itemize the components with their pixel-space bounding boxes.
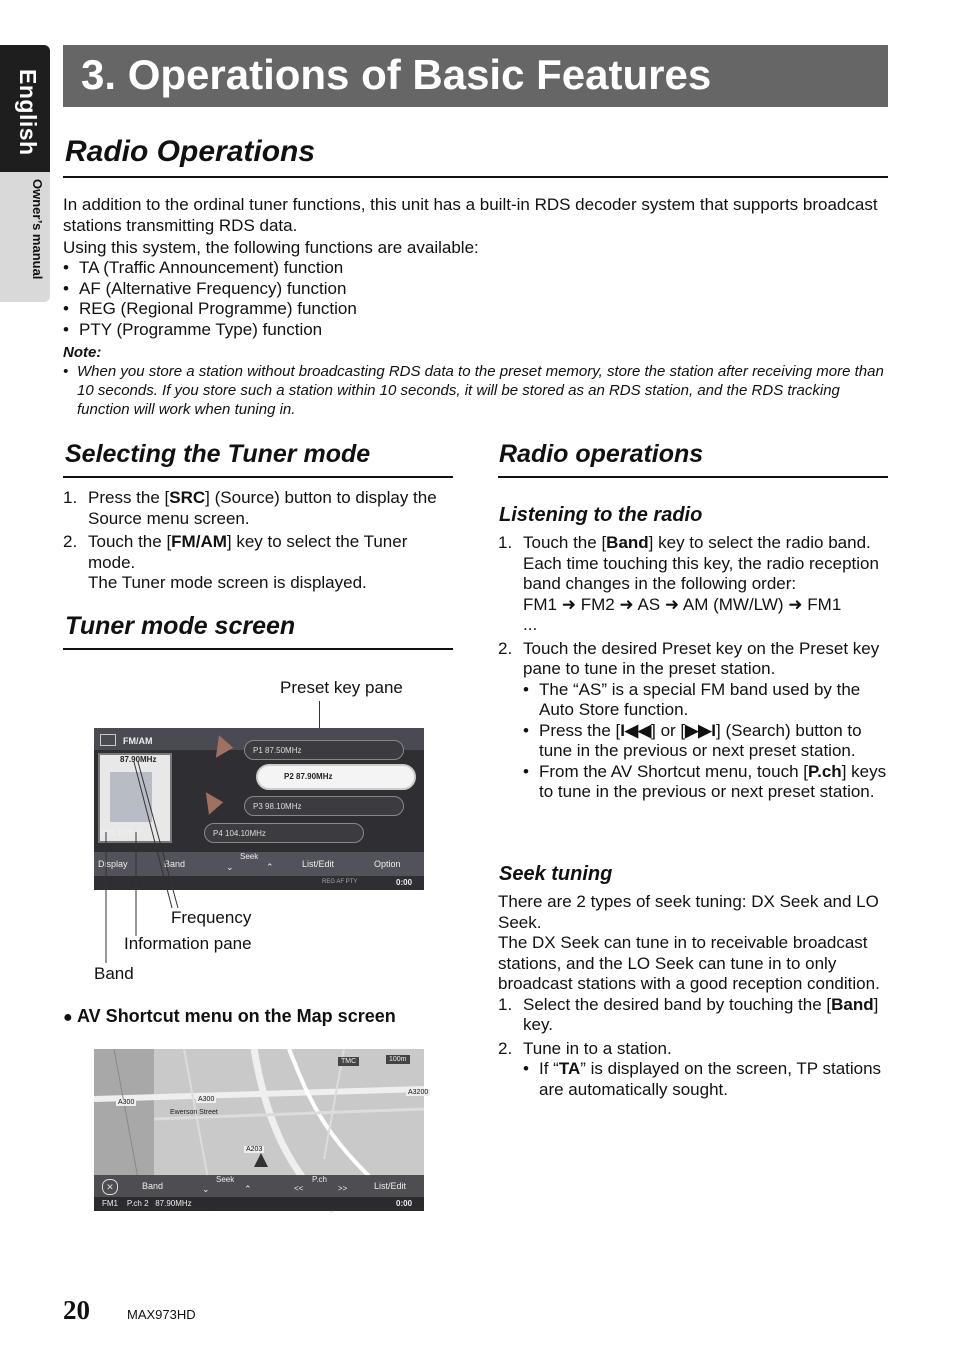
list-item: • REG (Regional Programme) function: [63, 299, 357, 318]
radio-operations-title: Radio operations: [499, 440, 704, 468]
list-item: 1. Press the [SRC] (Source) button to display the Source menu screen.: [63, 488, 437, 528]
section-title: Radio Operations: [65, 135, 316, 168]
list-item: • AF (Alternative Frequency) function: [63, 278, 347, 298]
clock: 0:00: [396, 1199, 413, 1208]
preset-key[interactable]: P3 98.10MHz: [244, 796, 404, 816]
map-label: A300: [198, 1096, 215, 1103]
status-indicators: REG AF PTY: [322, 879, 358, 885]
manual-label: Owner’s manual: [30, 179, 45, 280]
intro: [63, 194, 888, 419]
note-label: Note:: [63, 344, 102, 361]
callout-preset: Preset key pane: [280, 678, 403, 697]
map-screenshot: [94, 1049, 429, 1211]
list-item: • PTY (Programme Type) function: [63, 319, 323, 339]
list-item: 2. Tune in to a station. • If “TA” is displayed on the screen, TP stations are automatically sought.: [498, 1039, 890, 1101]
pch-button[interactable]: P.ch: [312, 1175, 327, 1184]
clock: 0:00: [396, 878, 413, 887]
preset-down-icon[interactable]: [197, 792, 223, 818]
preset-key[interactable]: P1 87.50MHz: [244, 740, 404, 760]
seek-section: [498, 892, 890, 1100]
screen-frequency: 87.90MHz: [120, 755, 157, 764]
list-item: 1. Touch the [Band] key to select the radio band. Each time touching this key, the radio reception band changes in the following order: FM1 ➜ FM2 ➜ AS ➜ AM (MW/LW) ➜ FM1 ...: [498, 533, 879, 634]
list-item: • Press the [I◀◀] or [▶▶I] (Search) button to tune in the previous or next preset station.: [523, 720, 862, 760]
band-button[interactable]: Band: [164, 859, 186, 869]
note-text: • When you store a station without broadcasting RDS data to the preset memory, store the station after receiving more than 10 seconds. If you store such a station within 10 seconds, it will be stored as an RDS station, and the RDS tracking function will work when tuning in.: [63, 363, 884, 418]
language-label: English: [15, 69, 41, 156]
page-number: 20: [63, 1295, 90, 1325]
vehicle-position-icon: [254, 1153, 268, 1167]
seek-down-icon[interactable]: ⌄: [202, 1184, 210, 1194]
selecting-tuner-title: Selecting the Tuner mode: [65, 440, 371, 468]
list-item: • If “TA” is displayed on the screen, TP stations are automatically sought.: [523, 1059, 882, 1099]
map-label: A203: [246, 1146, 263, 1153]
map-label: Ewerson Street: [170, 1109, 218, 1116]
rule: [63, 648, 453, 650]
section-rule: [63, 176, 888, 178]
callout-info: Information pane: [124, 934, 252, 953]
list-item: • The “AS” is a special FM band used by the Auto Store function.: [523, 679, 861, 719]
seek-up-icon[interactable]: ⌃: [266, 862, 274, 872]
rule: [63, 476, 453, 478]
tuner-steps: [63, 488, 455, 594]
seek-paragraph-2: The DX Seek can tune in to receivable broadcast stations, and the LO Seek can tune in to only broadcast stations with a good reception condition.: [498, 933, 880, 993]
seek-up-icon[interactable]: ⌃: [244, 1184, 252, 1194]
list-item: 2. Touch the desired Preset key on the Preset key pane to tune in the preset station. • The “AS” is a special FM band used by the Auto Store function. • Press the [I◀◀] or [▶▶I] (Search) button to tune in the previous or next preset station. • From the AV Shortcut menu, touch [P.ch] keys to tune in the previous or next preset station.: [498, 639, 890, 803]
pch-next-icon[interactable]: >>: [338, 1184, 348, 1193]
pch-prev-icon[interactable]: <<: [294, 1184, 304, 1193]
band-order: FM1 ➜ FM2 ➜ AS ➜ AM (MW/LW) ➜ FM1 ...: [523, 594, 842, 634]
sub-list: [523, 1059, 890, 1100]
tuner-mode-screen-title: Tuner mode screen: [65, 612, 296, 640]
callout-frequency: Frequency: [171, 908, 252, 927]
map-status: FM1 P.ch 2 87.90MHz: [102, 1199, 192, 1208]
seek-tuning-title: Seek tuning: [499, 863, 613, 885]
tmc-indicator: TMC: [338, 1057, 359, 1066]
preset-key[interactable]: P4 104.10MHz: [204, 823, 364, 843]
chapter-title: 3. Operations of Basic Features: [81, 51, 712, 98]
seek-steps: [498, 995, 890, 1101]
callout-band: Band: [94, 964, 134, 983]
screen-info: FM1 P.ch 2: [100, 828, 141, 837]
list-item: • TA (Traffic Announcement) function: [63, 258, 344, 277]
rule: [498, 476, 888, 478]
list-item: 2. Touch the [FM/AM] key to select the Tuner mode. The Tuner mode screen is displayed.: [63, 532, 408, 592]
seek-paragraph: There are 2 types of seek tuning: DX Seek and LO Seek.: [498, 892, 879, 932]
seek-button[interactable]: Seek: [216, 1175, 235, 1184]
av-shortcut-heading: ● AV Shortcut menu on the Map screen: [63, 1006, 396, 1026]
intro-paragraph: In addition to the ordinal tuner functions, this unit has a built-in RDS decoder system that supports broadcast stations transmitting RDS data.: [63, 195, 878, 235]
scale-indicator: 100m: [386, 1055, 410, 1064]
list-item: 1. Select the desired band by touching the [Band] key.: [498, 994, 879, 1034]
close-icon[interactable]: ✕: [102, 1179, 118, 1195]
display-button[interactable]: Display: [98, 859, 128, 869]
intro-paragraph-2: Using this system, the following functions are available:: [63, 238, 479, 257]
chapter-title-bar: [63, 45, 888, 107]
sub-list: [523, 680, 890, 803]
model-number: MAX973HD: [127, 1307, 196, 1322]
preset-key-active[interactable]: P2 87.90MHz: [256, 764, 416, 790]
radio-icon: [100, 734, 116, 746]
listening-title: Listening to the radio: [499, 504, 703, 526]
list-edit-button[interactable]: List/Edit: [374, 1181, 407, 1191]
function-list: [63, 258, 888, 340]
map-label: A300: [118, 1099, 135, 1106]
map-label: A3200: [408, 1089, 429, 1096]
option-button[interactable]: Option: [374, 859, 401, 869]
band-button[interactable]: Band: [142, 1181, 164, 1191]
bullet-dot-icon: ●: [63, 1009, 73, 1026]
listening-steps: [498, 533, 890, 803]
seek-button[interactable]: Seek: [240, 852, 259, 861]
seek-down-icon[interactable]: ⌄: [226, 862, 234, 872]
list-item: • From the AV Shortcut menu, touch [P.ch] keys to tune in the previous or next preset station.: [523, 761, 887, 801]
screen-mode: FM/AM: [123, 736, 153, 746]
list-edit-button[interactable]: List/Edit: [302, 859, 335, 869]
side-tab: [0, 45, 50, 302]
